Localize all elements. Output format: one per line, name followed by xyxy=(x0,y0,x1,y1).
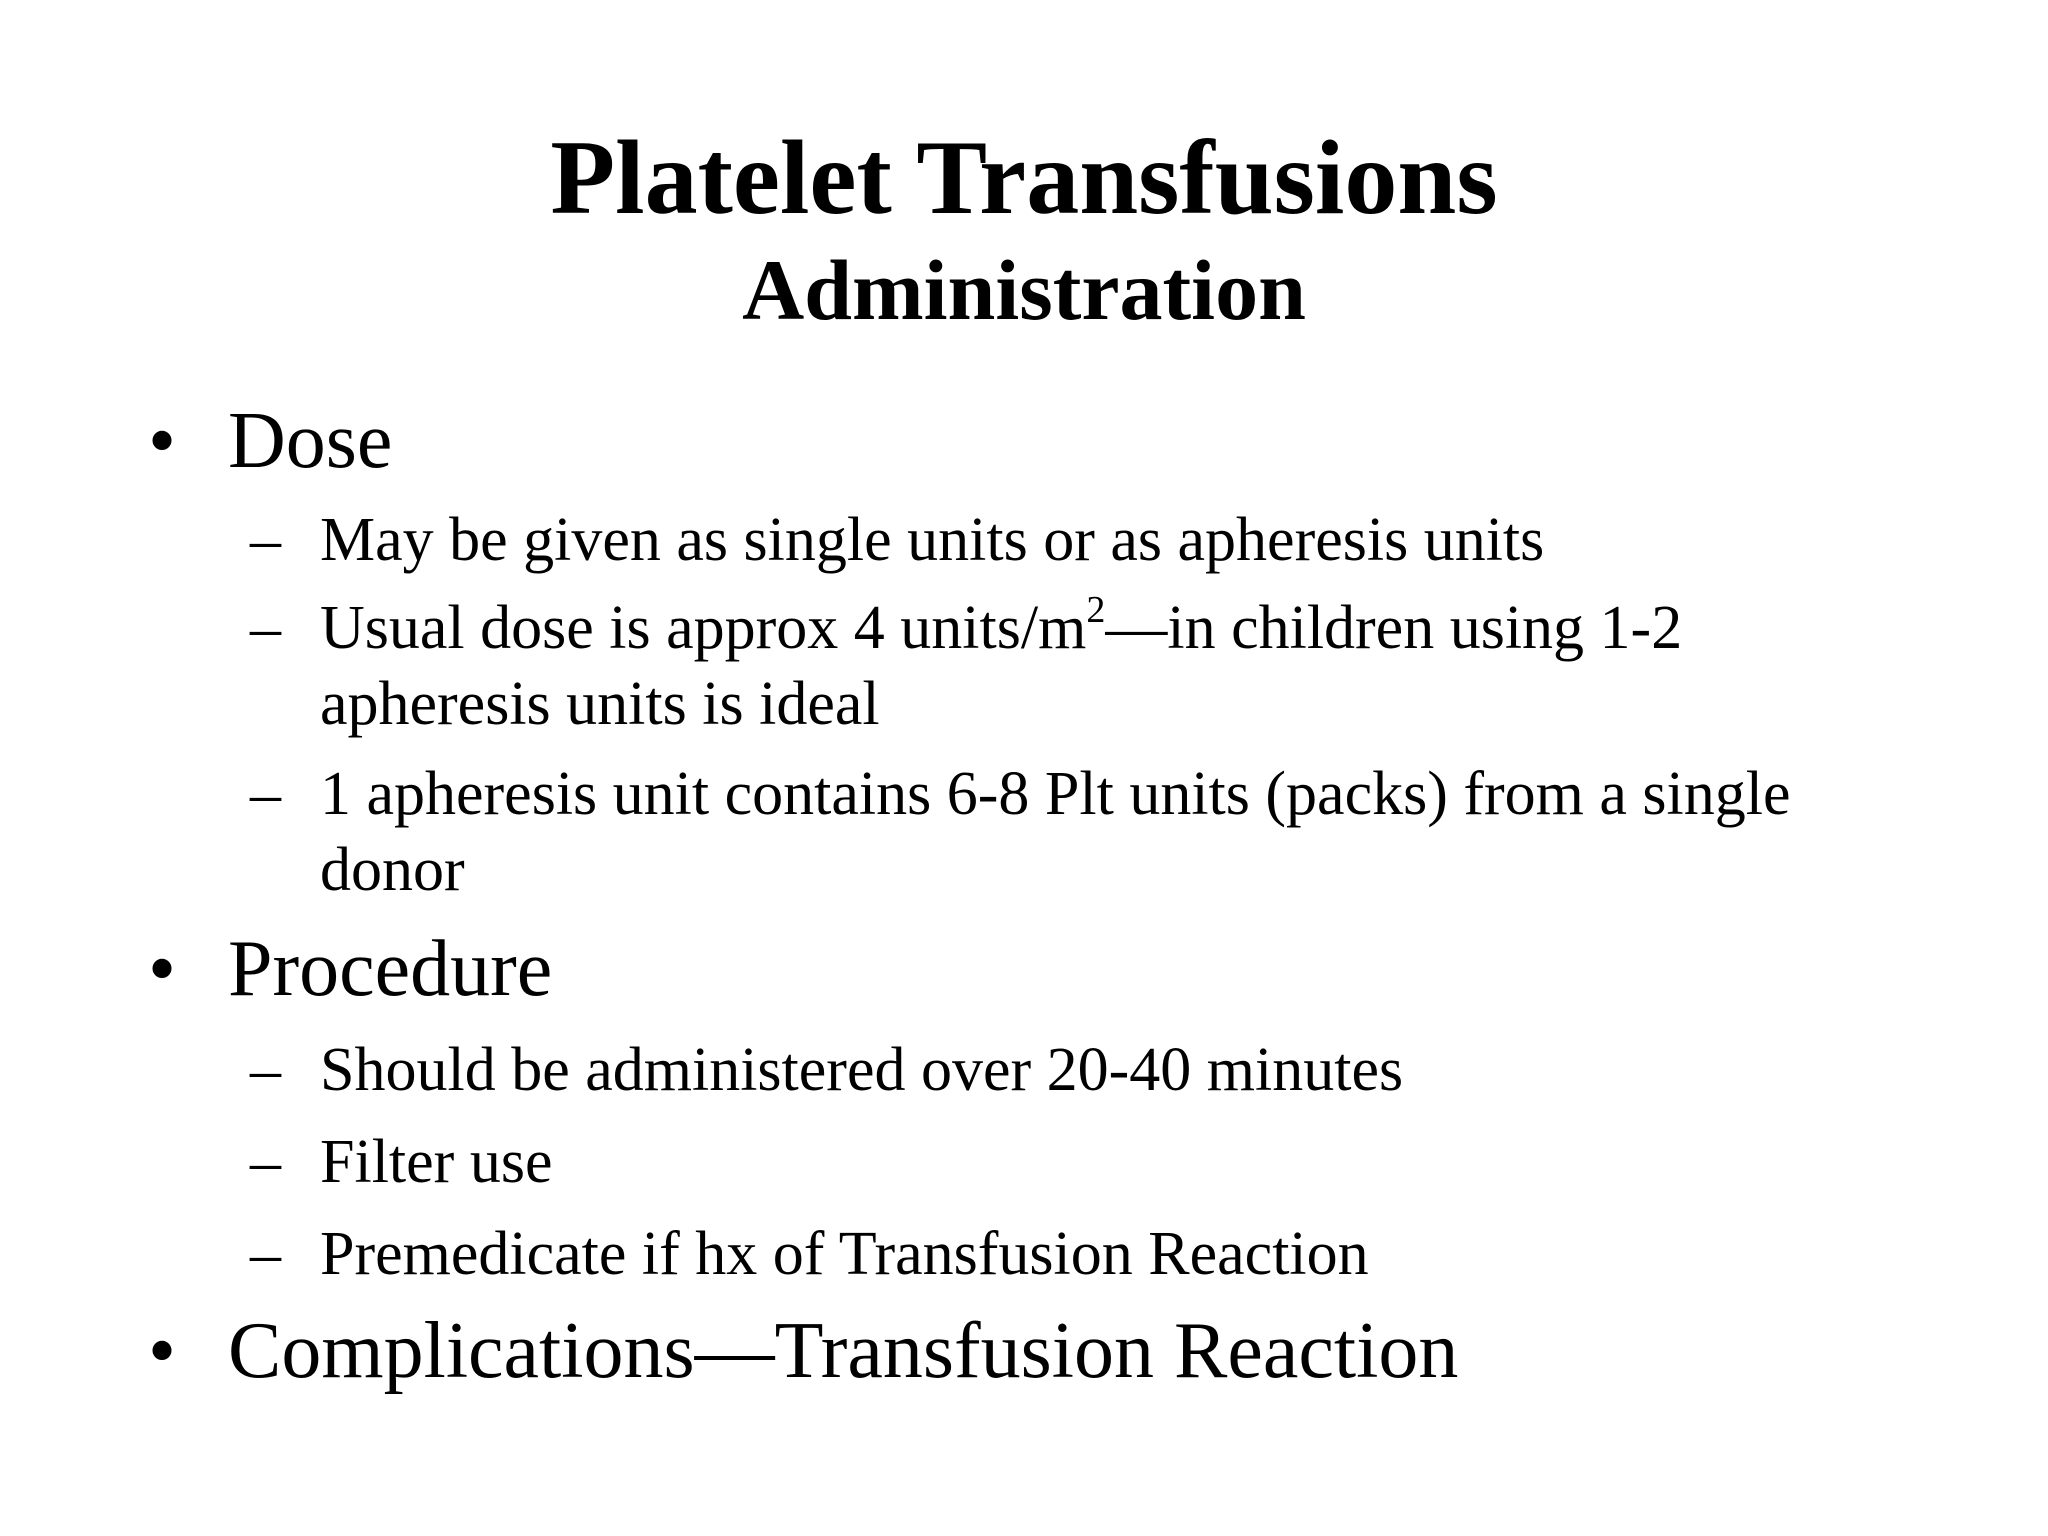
dash-icon: – xyxy=(250,506,281,574)
bullet-label: Dose xyxy=(228,397,393,485)
slide-subtitle: Administration xyxy=(742,242,1306,338)
sub-bullet-text xyxy=(320,590,1870,742)
bullet-icon: • xyxy=(148,397,177,485)
sub-bullet-text: Filter use xyxy=(320,1128,553,1196)
sub-bullet-text: May be given as single units or as apheresis units xyxy=(320,506,1545,574)
sub-bullet-text: Should be administered over 20-40 minutes xyxy=(320,1036,1404,1104)
sub-bullet xyxy=(250,1124,1870,1200)
slide-title: Platelet Transfusions xyxy=(550,119,1498,236)
bullet-icon: • xyxy=(148,1307,177,1395)
sub-bullet xyxy=(250,590,1870,742)
bullet-icon: • xyxy=(148,925,177,1013)
sub-bullet-text-before: Usual dose is approx 4 units/m xyxy=(320,594,1087,662)
sub-bullet xyxy=(250,1032,1870,1108)
dash-icon: – xyxy=(250,1036,281,1104)
bullet-label: Procedure xyxy=(228,925,553,1013)
dash-icon: – xyxy=(250,1128,281,1196)
sub-bullet xyxy=(250,1216,1870,1292)
sub-bullet xyxy=(250,756,1870,908)
bullet-label: Complications—Transfusion Reaction xyxy=(228,1307,1459,1395)
dash-icon: – xyxy=(250,760,281,828)
sub-bullet-text-after: —in children using 1-2 apheresis units is ideal xyxy=(320,594,1683,738)
sub-bullet-text: Premedicate if hx of Transfusion Reaction xyxy=(320,1220,1369,1288)
dash-icon: – xyxy=(250,594,281,662)
sub-bullet-text: 1 apheresis unit contains 6-8 Plt units (packs) from a single donor xyxy=(320,760,1791,904)
sub-bullet xyxy=(250,502,1870,578)
superscript: 2 xyxy=(1086,589,1106,631)
dash-icon: – xyxy=(250,1220,281,1288)
